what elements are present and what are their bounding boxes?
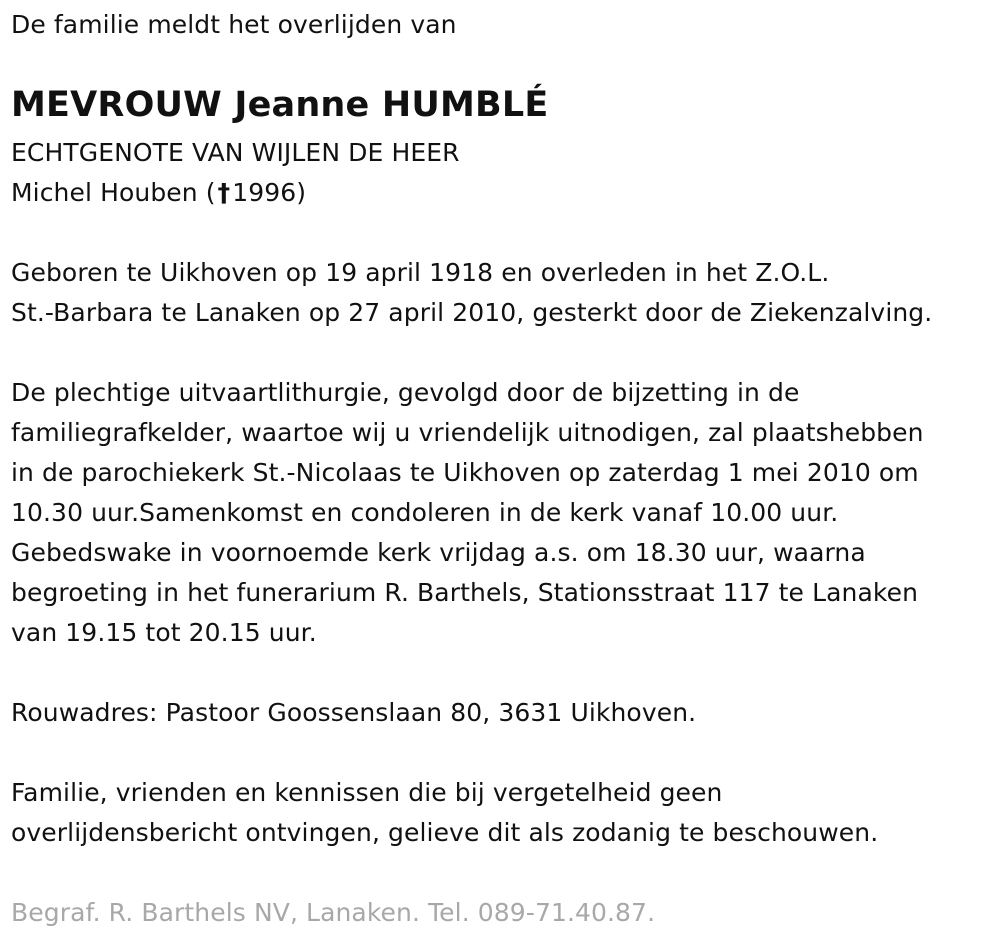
funeral-line-1: De plechtige uitvaartlithurgie, gevolgd door de bijzetting in de [11, 378, 800, 407]
funeral-line-2: familiegrafkelder, waartoe wij u vriendelijk uitnodigen, zal plaatshebben [11, 418, 924, 447]
birth-death-line-2: St.-Barbara te Lanaken op 27 april 2010, gesterkt door de Ziekenzalving. [11, 298, 933, 327]
cross-icon: † [217, 178, 231, 207]
spouse-name-line [11, 173, 306, 213]
spouse-title: ECHTGENOTE VAN WIJLEN DE HEER [11, 138, 460, 167]
funeral-line-4: 10.30 uur.Samenkomst en condoleren in de kerk vanaf 10.00 uur. [11, 498, 839, 527]
spouse-name-prefix: Michel Houben ( [11, 178, 216, 207]
closing-line-2: overlijdensbericht ontvingen, gelieve dit als zodanig te beschouwen. [11, 818, 879, 847]
funeral-line-7: van 19.15 tot 20.15 uur. [11, 618, 317, 647]
funeral-line-6: begroeting in het funerarium R. Barthels, Stationsstraat 117 te Lanaken [11, 578, 919, 607]
birth-death-line-1: Geboren te Uikhoven op 19 april 1918 en overleden in het Z.O.L. [11, 258, 830, 287]
closing-line-1: Familie, vrienden en kennissen die bij vergetelheid geen [11, 778, 723, 807]
mourning-address: Rouwadres: Pastoor Goossenslaan 80, 3631 Uikhoven. [11, 698, 697, 727]
deceased-name: MEVROUW Jeanne HUMBLÉ [11, 85, 549, 125]
spouse-name-suffix: 1996) [232, 178, 307, 207]
funeral-line-3: in de parochiekerk St.-Nicolaas te Uikhoven op zaterdag 1 mei 2010 om [11, 458, 919, 487]
funeral-line-5: Gebedswake in voornoemde kerk vrijdag a.s. om 18.30 uur, waarna [11, 538, 866, 567]
intro-text: De familie meldt het overlijden van [11, 10, 457, 39]
undertaker-footer: Begraf. R. Barthels NV, Lanaken. Tel. 089-71.40.87. [11, 898, 656, 927]
